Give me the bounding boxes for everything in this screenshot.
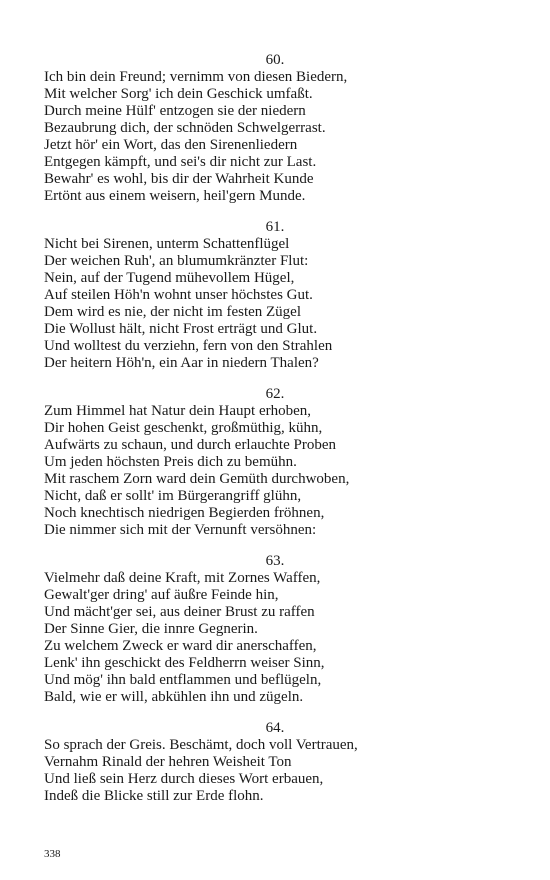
verse-line: Vielmehr daß deine Kraft, mit Zornes Waffen,: [44, 570, 321, 586]
verse-line: Mit raschem Zorn ward dein Gemüth durchwoben,: [44, 471, 350, 487]
verse-line: Durch meine Hülf' entzogen sie der niedern: [44, 103, 306, 119]
verse-line: Nicht, daß er sollt' im Bürgerangriff glühn,: [44, 488, 302, 504]
verse-line: Mit welcher Sorg' ich dein Geschick umfaßt.: [44, 86, 313, 102]
verse-line: Bezaubrung dich, der schnöden Schwelgerrast.: [44, 120, 326, 136]
verse-line: Und mög' ihn bald entflammen und beflügeln,: [44, 672, 322, 688]
stanza-number: 64.: [265, 720, 285, 736]
verse-line: Noch knechtisch niedrigen Begierden fröhnen,: [44, 505, 325, 521]
stanza-62: [44, 386, 506, 539]
verse-line: Die nimmer sich mit der Vernunft versöhnen:: [44, 522, 317, 538]
stanza-63: [44, 553, 506, 706]
verse-line: Zum Himmel hat Natur dein Haupt erhoben,: [44, 403, 312, 419]
verse-line: Um jeden höchsten Preis dich zu bemühn.: [44, 454, 297, 470]
verse-line: Entgegen kämpft, und sei's dir nicht zur Last.: [44, 154, 317, 170]
verse-line: Und ließ sein Herz durch dieses Wort erbauen,: [44, 771, 324, 787]
verse-line: Ertönt aus einem weisern, heil'gern Munde.: [44, 188, 306, 204]
verse-line: Nein, auf der Tugend mühevollem Hügel,: [44, 270, 295, 286]
stanza-number: 62.: [265, 386, 285, 402]
verse-line: Indeß die Blicke still zur Erde flohn.: [44, 788, 264, 804]
stanza-60: [44, 52, 506, 205]
verse-line: Dem wird es nie, der nicht im festen Zügel: [44, 304, 302, 320]
page-number: 338: [44, 848, 61, 860]
verse-line: Auf steilen Höh'n wohnt unser höchstes Gut.: [44, 287, 313, 303]
stanza-number: 63.: [265, 553, 285, 569]
verse-line: Ich bin dein Freund; vernimm von diesen Biedern,: [44, 69, 348, 85]
verse-line: Und mächt'ger sei, aus deiner Brust zu raffen: [44, 604, 315, 620]
verse-line: Der heitern Höh'n, ein Aar in niedern Thalen?: [44, 355, 319, 371]
verse-line: Der Sinne Gier, die innre Gegnerin.: [44, 621, 258, 637]
verse-line: Nicht bei Sirenen, unterm Schattenflügel: [44, 236, 290, 252]
verse-line: Und wolltest du verziehn, fern von den Strahlen: [44, 338, 333, 354]
verse-line: Die Wollust hält, nicht Frost erträgt und Glut.: [44, 321, 318, 337]
stanza-number: 61.: [265, 219, 285, 235]
verse-line: Vernahm Rinald der hehren Weisheit Ton: [44, 754, 292, 770]
verse-line: Bald, wie er will, abkühlen ihn und zügeln.: [44, 689, 304, 705]
verse-line: Gewalt'ger dring' auf äußre Feinde hin,: [44, 587, 279, 603]
stanza-64: [44, 720, 506, 805]
verse-line: Zu welchem Zweck er ward dir anerschaffen,: [44, 638, 317, 654]
verse-line: Bewahr' es wohl, bis dir der Wahrheit Kunde: [44, 171, 314, 187]
verse-line: Jetzt hör' ein Wort, das den Sirenenliedern: [44, 137, 298, 153]
stanza-61: [44, 219, 506, 372]
verse-line: Aufwärts zu schaun, und durch erlauchte Proben: [44, 437, 336, 453]
verse-line: Der weichen Ruh', an blumumkränzter Flut:: [44, 253, 309, 269]
verse-line: Lenk' ihn geschickt des Feldherrn weiser Sinn,: [44, 655, 325, 671]
verse-line: Dir hohen Geist geschenkt, großmüthig, kühn,: [44, 420, 323, 436]
stanza-number: 60.: [265, 52, 285, 68]
verse-line: So sprach der Greis. Beschämt, doch voll Vertrauen,: [44, 737, 358, 753]
